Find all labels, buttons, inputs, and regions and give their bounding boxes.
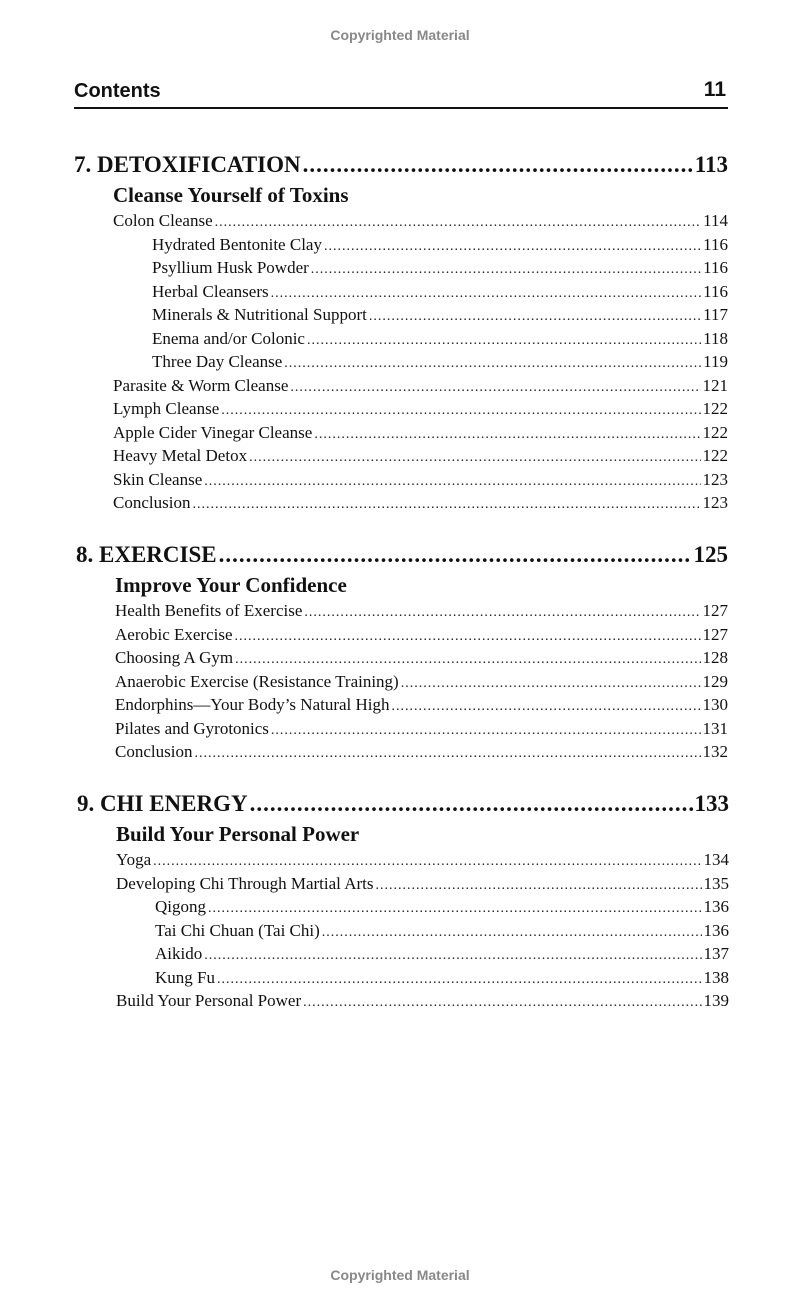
running-head-page-number: 11 — [703, 78, 726, 101]
chapter-subtitle: Improve Your Confidence — [115, 573, 347, 597]
dot-leader — [290, 376, 700, 400]
toc-entry-label: Three Day Cleanse — [152, 352, 283, 371]
toc-entry[interactable] — [152, 280, 728, 304]
toc-entry-label: Developing Chi Through Martial Arts — [116, 873, 374, 893]
dot-leader — [311, 258, 701, 282]
dot-leader — [376, 874, 702, 898]
toc-entry[interactable] — [116, 872, 729, 896]
toc-entry-label: Qigong — [155, 897, 206, 916]
dot-leader — [303, 991, 701, 1015]
dot-leader — [235, 625, 701, 649]
toc-entry[interactable] — [152, 327, 728, 351]
toc-entry-page-number: 139 — [703, 991, 729, 1010]
toc-entry-label: Parasite & Worm Cleanse — [113, 375, 289, 395]
toc-entry[interactable] — [115, 599, 728, 623]
toc-entry-page-number: 123 — [702, 493, 728, 512]
dot-leader — [303, 152, 693, 178]
toc-entry-page-number: 116 — [703, 281, 728, 301]
chapter-subtitle: Cleanse Yourself of Toxins — [113, 183, 349, 207]
toc-entry-page-number: 130 — [702, 695, 728, 714]
toc-entry-page-number: 127 — [702, 624, 728, 644]
toc-entry-label: Apple Cider Vinegar Cleanse — [113, 422, 313, 442]
toc-entry[interactable] — [155, 895, 729, 919]
toc-entry-page-number: 135 — [703, 873, 729, 893]
dot-leader — [284, 352, 701, 376]
running-head-title: Contents — [74, 80, 161, 102]
chapter-section — [76, 542, 728, 764]
toc-entry-page-number: 114 — [703, 211, 728, 230]
toc-entry-label: Hydrated Bentonite Clay — [152, 234, 322, 254]
toc-entry-label: Aikido — [155, 944, 203, 963]
toc-entry[interactable] — [115, 693, 728, 717]
copyright-watermark-top: Copyrighted Material — [330, 27, 470, 43]
toc-entry[interactable] — [155, 966, 729, 990]
toc-entry[interactable] — [113, 491, 728, 515]
toc-entry-label: Heavy Metal Detox — [113, 446, 248, 465]
dot-leader — [304, 601, 700, 625]
toc-entry[interactable] — [155, 919, 729, 943]
toc-entry[interactable] — [115, 623, 728, 647]
toc-entry-page-number: 118 — [703, 328, 728, 348]
toc-entry[interactable] — [116, 848, 729, 872]
dot-leader — [204, 470, 700, 494]
dot-leader — [250, 791, 693, 817]
dot-leader — [249, 446, 700, 470]
toc-entry-page-number: 119 — [703, 352, 728, 371]
dot-leader — [153, 850, 701, 874]
dot-leader — [271, 719, 701, 743]
toc-entry-label: Conclusion — [113, 493, 191, 512]
toc-entry-page-number: 121 — [702, 375, 728, 395]
toc-entry-label: Build Your Personal Power — [116, 991, 302, 1010]
toc-entry[interactable] — [155, 942, 729, 966]
toc-entry-label: Kung Fu — [155, 967, 215, 987]
dot-leader — [219, 542, 692, 568]
chapter-title: 9. CHI ENERGY — [77, 791, 248, 816]
toc-entry[interactable] — [113, 374, 728, 398]
toc-entry-page-number: 134 — [703, 850, 729, 869]
toc-entry-page-number: 136 — [703, 920, 729, 940]
toc-entry-page-number: 137 — [703, 944, 729, 963]
toc-entry-page-number: 136 — [703, 897, 729, 916]
toc-entry-label: Health Benefits of Exercise — [115, 601, 303, 620]
chapter-page-number: 133 — [694, 791, 729, 816]
toc-entry-page-number: 122 — [702, 399, 728, 418]
toc-entry-page-number: 128 — [702, 648, 728, 667]
toc-entry-page-number: 132 — [702, 742, 728, 761]
dot-leader — [324, 235, 701, 259]
toc-entry-page-number: 117 — [703, 305, 728, 324]
chapter-section — [74, 152, 728, 515]
toc-entry[interactable] — [152, 256, 728, 280]
toc-entry-label: Tai Chi Chuan (Tai Chi) — [155, 920, 320, 940]
toc-entry-label: Lymph Cleanse — [113, 399, 220, 418]
dot-leader — [194, 742, 700, 766]
toc-entry-label: Yoga — [116, 850, 152, 869]
toc-entry[interactable] — [113, 209, 728, 233]
dot-leader — [192, 493, 700, 517]
dot-leader — [314, 423, 700, 447]
header-rule — [74, 107, 728, 109]
toc-entry[interactable] — [116, 989, 729, 1013]
copyright-watermark-bottom: Copyrighted Material — [330, 1267, 470, 1283]
toc-entry-label: Enema and/or Colonic — [152, 328, 305, 348]
toc-entry-label: Anaerobic Exercise (Resistance Training) — [115, 671, 399, 691]
dot-leader — [369, 305, 701, 329]
dot-leader — [208, 897, 702, 921]
dot-leader — [307, 329, 701, 353]
chapter-title: 8. EXERCISE — [76, 542, 217, 567]
toc-entry-page-number: 131 — [702, 718, 728, 738]
toc-entry-page-number: 116 — [703, 258, 728, 277]
toc-entry-label: Pilates and Gyrotonics — [115, 718, 269, 738]
toc-entry[interactable] — [152, 350, 728, 374]
dot-leader — [235, 648, 700, 672]
chapter-subtitle: Build Your Personal Power — [116, 822, 360, 846]
toc-entry[interactable] — [152, 303, 728, 327]
dot-leader — [392, 695, 701, 719]
toc-entry-page-number: 138 — [703, 967, 729, 987]
dot-leader — [322, 921, 702, 945]
toc-entry-page-number: 122 — [702, 446, 728, 465]
toc-entry[interactable] — [113, 397, 728, 421]
toc-entry[interactable] — [113, 444, 728, 468]
toc-entry-label: Skin Cleanse — [113, 469, 203, 489]
dot-leader — [204, 944, 701, 968]
toc-entry[interactable] — [115, 717, 728, 741]
dot-leader — [271, 282, 702, 306]
toc-entry[interactable] — [115, 646, 728, 670]
toc-entry-label: Herbal Cleansers — [152, 281, 269, 301]
chapter-page-number: 125 — [693, 542, 728, 567]
toc-entry[interactable] — [115, 670, 728, 694]
running-head — [74, 80, 728, 106]
chapter-title: 7. DETOXIFICATION — [74, 152, 301, 177]
toc-entry-label: Conclusion — [115, 742, 193, 761]
toc-entry-label: Endorphins—Your Body’s Natural High — [115, 695, 390, 714]
toc-entry-page-number: 123 — [702, 469, 728, 489]
toc-entry-page-number: 129 — [702, 671, 728, 691]
toc-entry[interactable] — [115, 740, 728, 764]
toc-entry-label: Psyllium Husk Powder — [152, 258, 309, 277]
chapter-heading[interactable] — [77, 791, 729, 821]
dot-leader — [215, 211, 701, 235]
chapter-page-number: 113 — [694, 152, 728, 177]
chapter-section — [77, 791, 729, 1013]
dot-leader — [401, 672, 701, 696]
dot-leader — [217, 968, 702, 992]
dot-leader — [221, 399, 700, 423]
toc-entry-label: Colon Cleanse — [113, 211, 213, 230]
toc-entry-label: Minerals & Nutritional Support — [152, 305, 367, 324]
toc-entry-label: Choosing A Gym — [115, 648, 234, 667]
toc-entry[interactable] — [113, 421, 728, 445]
chapter-heading[interactable] — [74, 152, 728, 182]
toc-entry-label: Aerobic Exercise — [115, 624, 233, 644]
toc-entry-page-number: 122 — [702, 422, 728, 442]
toc-entry[interactable] — [113, 468, 728, 492]
chapter-heading[interactable] — [76, 542, 728, 572]
toc-entry-page-number: 116 — [703, 234, 728, 254]
toc-entry[interactable] — [152, 233, 728, 257]
toc-entry-page-number: 127 — [702, 601, 728, 620]
